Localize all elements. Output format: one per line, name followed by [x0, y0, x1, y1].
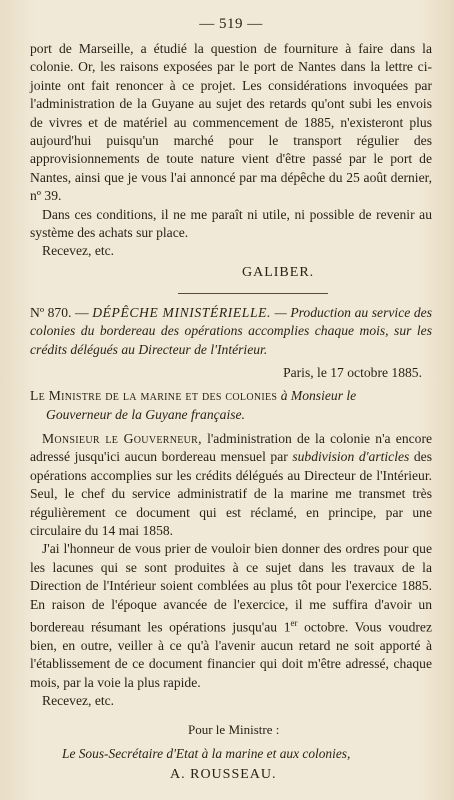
letter2-signature: A. ROUSSEAU. — [170, 766, 277, 782]
address-block — [30, 387, 432, 424]
dispatch-paragraph-1-a: l'administration de la colonie n'a encore adressé jusqu'ici aucun bordereau mensuel par — [30, 430, 433, 465]
dispatch-paragraph-1-b: des opérations accomplies sur les crédits délégués au Directeur de l'Intérieur. Seul, le chef du service administratif de la marine me transmet très régulièrement ce document qui est réclamé, en principe, par une circulaire du 14 mai 1858. — [30, 449, 432, 538]
letter1-second-paragraph: Dans ces conditions, il ne me paraît ni utile, ni possible de revenir au système des achats sur place. — [30, 206, 432, 241]
letter2-closing: Recevez, etc. — [42, 693, 115, 709]
address-recipient-2: Gouverneur de la Guyane française. — [46, 406, 245, 422]
superscript-er: er — [290, 617, 298, 628]
address-sender: Le Ministre de la marine et des colonies — [30, 388, 278, 404]
dateline: Paris, le 17 octobre 1885. — [283, 365, 422, 381]
dispatch-subject: — Production au service des colonies du bordereau des opérations accomplies chaque mois, sur les crédits délégués au Directeur de l'Intérieur. — [30, 304, 432, 357]
letter1-closing: Recevez, etc. — [42, 243, 115, 259]
letter1-signature: GALIBER. — [242, 264, 315, 280]
dispatch-title: DÉPÊCHE MINISTÉRIELLE. — [92, 304, 272, 320]
salutation: Monsieur le Gouverneur, — [42, 430, 202, 446]
for-minister-line: Pour le Ministre : — [188, 721, 280, 737]
undersecretary-line: Le Sous-Secrétaire d'Etat à la marine et aux colonies, — [62, 745, 351, 761]
dispatch-paragraph-2-a: J'ai l'honneur de vous prier de vouloir bien donner des ordres pour que les lacunes qui se sont produites à ce sujet dans les travaux de la Direction de l'Intérieur soient comblées au plus tôt pour l'exercice 1885. En raison de l'époque avancée de l'exercice, il me suffira d'avoir un bordereau résumant les opérations jusqu'au 1 — [30, 541, 432, 635]
section-divider — [178, 293, 328, 294]
dispatch-paragraph-1-italic: subdivision d'articles — [292, 449, 410, 465]
dispatch-paragraph-2 — [30, 540, 432, 692]
dispatch-paragraph-2-b: octobre. Vous voudrez bien, en outre, veiller à ce qu'à l'avenir aucun retard ne soit apporté à l'établissement de ce document financier qui doit m'être adressé, chaque mois, par la voie la plus rapide. — [30, 619, 432, 690]
dispatch-number: Nº 870. — — [30, 304, 89, 320]
page-number: — 519 — — [199, 16, 263, 32]
letter1-body: port de Marseille, a étudié la question de fourniture à faire dans la colonie. Or, les raisons exposées par le port de Nantes dans la lettre ci-jointe ont fait renoncer à ce projet. Les considérations invoquées par l'administration de la Guyane au sujet des retards qu'ont subi les envois de vivres et de matériel au commencement de 1885, n'existeront plus aujourd'hui puisqu'un marché pour le transport régulier des approvisionnements de toute nature vient d'être passé par le port de Nantes, ainsi que je vous l'ai annoncé par ma dépêche du 25 août dernier, nº 39. — [30, 41, 432, 204]
address-recipient-1: à Monsieur le — [280, 388, 357, 404]
dispatch-paragraph-1 — [30, 430, 432, 540]
dispatch-heading — [30, 304, 432, 359]
